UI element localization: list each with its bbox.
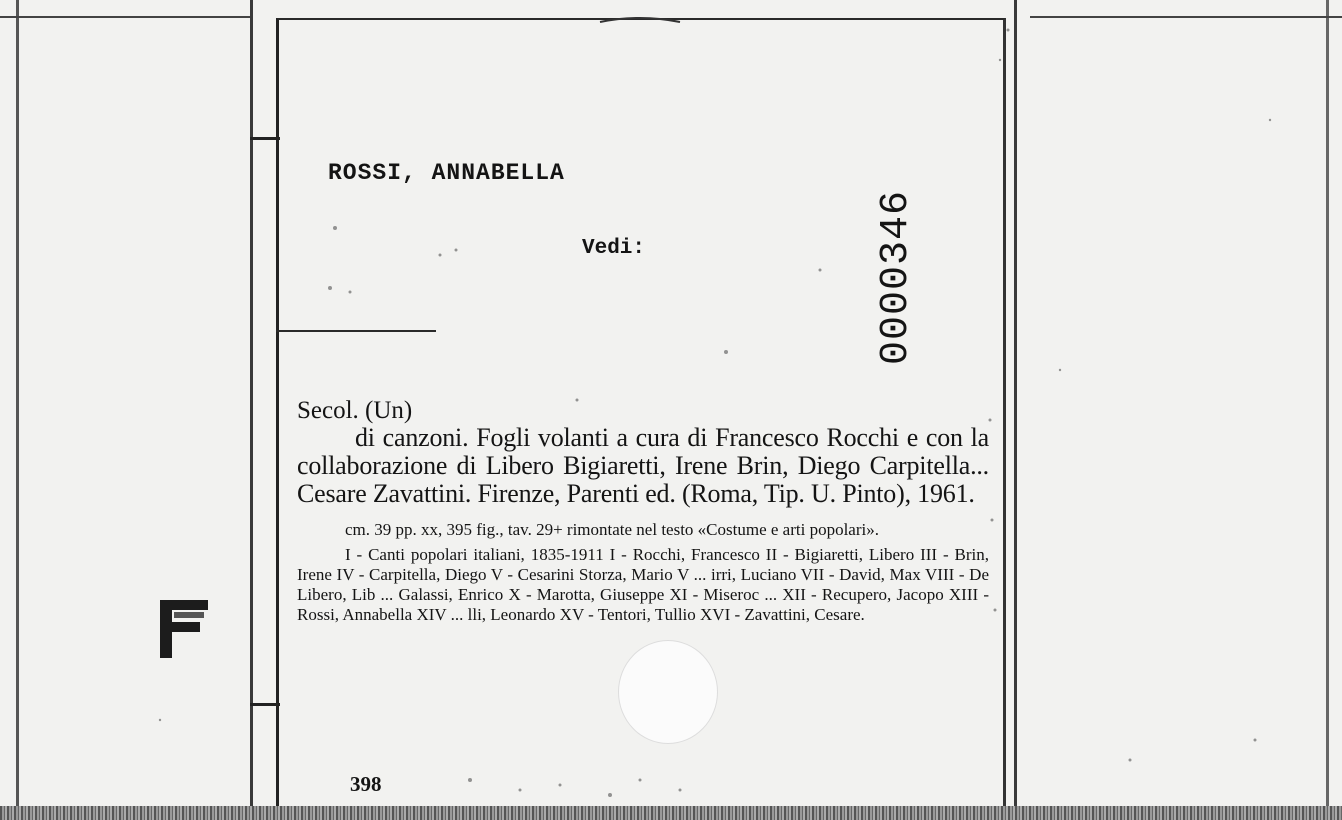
entry-body-text: di canzoni. Fogli volanti a cura di Francesco Rocchi e con la collaborazione di Libero Bigiaretti, Irene Brin, Diego Carpitella... Cesare Zavattini. Firenze, Parenti ed. (Roma, Tip. U. Pinto), 1961. [297, 423, 989, 508]
accession-number: 0000346 [874, 189, 919, 365]
card-heading: ROSSI, ANNABELLA [328, 160, 565, 186]
entry-collation-text: cm. 39 pp. xx, 395 fig., tav. 29+ rimontate nel testo «Costume e arti popolari». [345, 520, 879, 539]
film-bottom-edge [0, 806, 1342, 820]
entry-title: Secol. (Un) [297, 397, 413, 424]
entry-contents-text: I - Canti popolari italiani, 1835-1911 I - Rocchi, Francesco II - Bigiaretti, Libero III - Brin, Irene IV - Carpitella, Diego V - Cesarini Storza, Mario V ... irri, Luciano VII - David, Max VIII - De Libero, Lib ... Galassi, Enrico X - Marotta, Giuseppe XI - Miseroc ... XII - Recupero, Jacopo XIII - Rossi, Annabella XIV ... lli, Leonardo XV - Tentori, Tullio XVI - Zavattini, Cesare. [297, 545, 989, 624]
page-number: 398 [350, 772, 382, 796]
see-reference: Vedi: [582, 237, 646, 260]
